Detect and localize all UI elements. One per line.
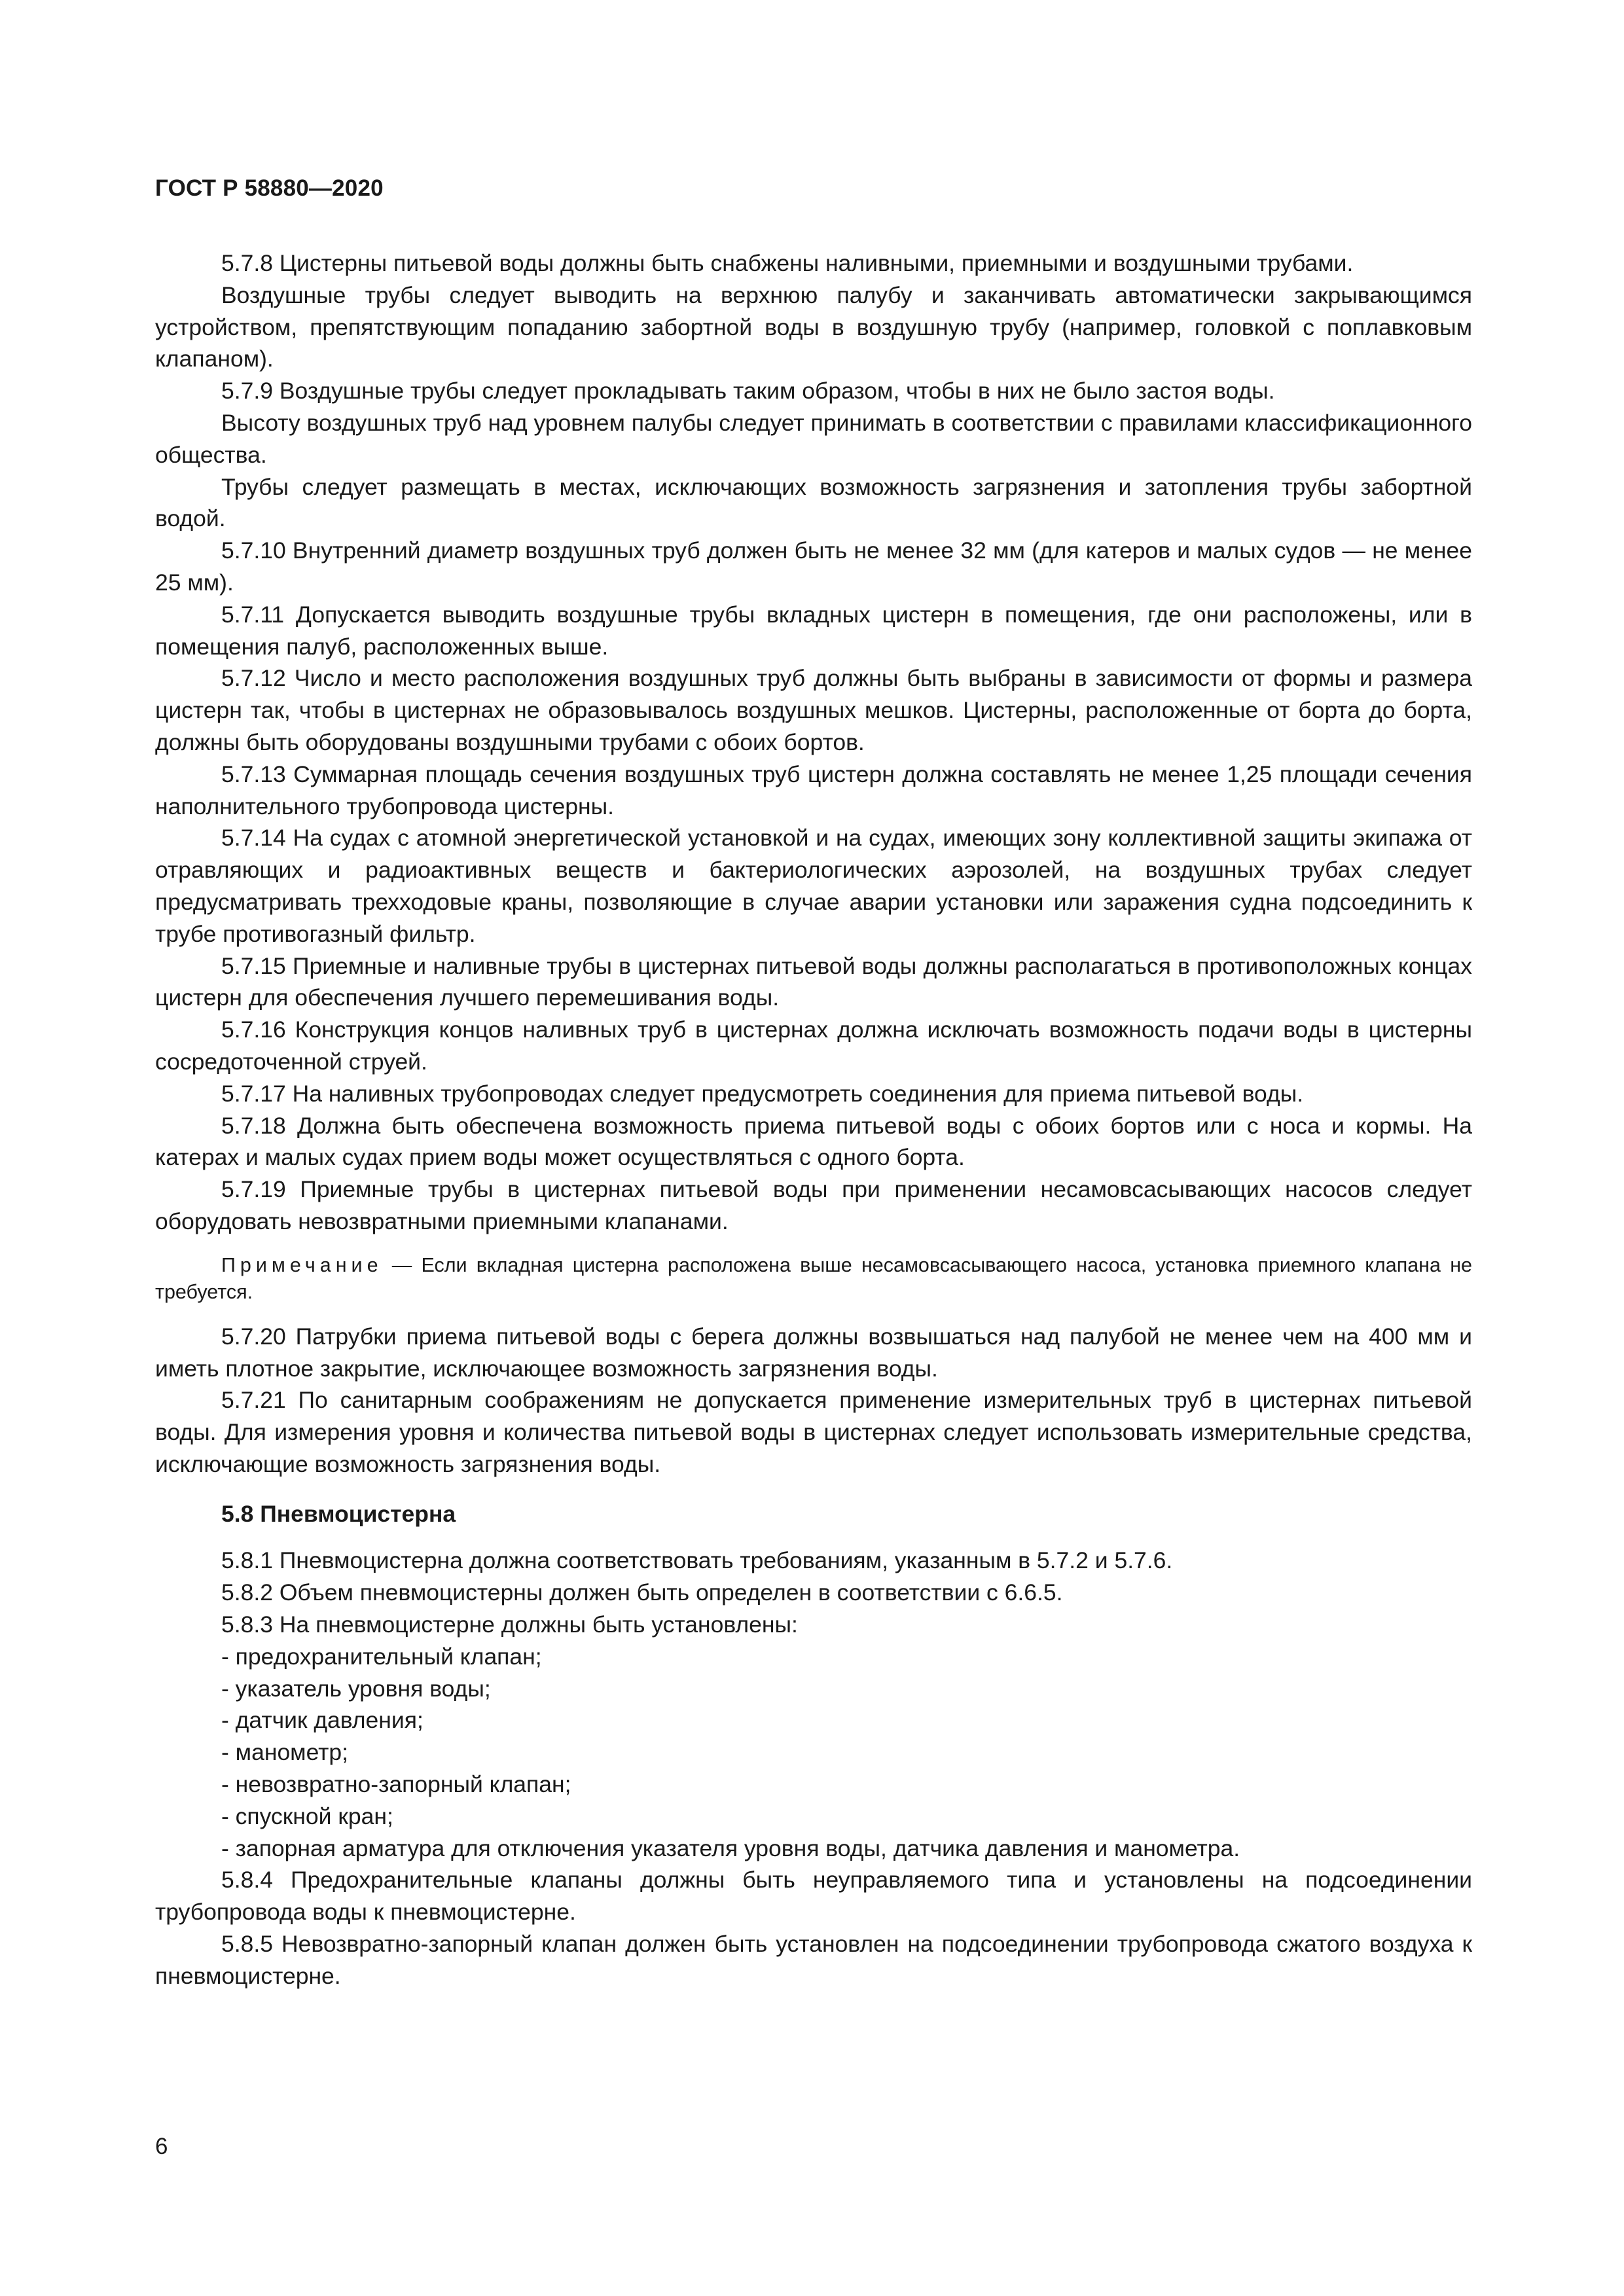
paragraph: 5.7.18 Должна быть обеспечена возможность приема питьевой воды с обоих бортов или с носа и кормы. На катерах и малых судах прием воды может осуществляться с одного борта. — [155, 1112, 1472, 1171]
paragraph: 5.7.21 По санитарным соображениям не допускается применение измерительных труб в цистернах питьевой воды. Для измерения уровня и количества питьевой воды в цистернах следует использовать измерительные средства, исключающие возможность загрязнения воды. — [155, 1387, 1472, 1477]
list-item: - запорная арматура для отключения указателя уровня воды, датчика давления и манометра. — [221, 1835, 1240, 1861]
note — [155, 1252, 1472, 1306]
document-body — [155, 247, 1472, 1992]
document-code: ГОСТ Р 58880—2020 — [155, 175, 384, 201]
note-text: — Если вкладная цистерна расположена выше несамовсасывающего насоса, установка приемного клапана не требуется. — [155, 1253, 1472, 1303]
page-number: 6 — [155, 2134, 168, 2159]
section-heading: 5.8 Пневмоцистерна — [221, 1500, 456, 1527]
paragraph: 5.7.12 Число и место расположения воздушных труб должны быть выбраны в зависимости от формы и размера цистерн так, чтобы в цистернах не образовывалось воздушных мешков. Цистерны, расположенные от борта до борта, должны быть оборудованы воздушными трубами с обоих бортов. — [155, 665, 1472, 755]
paragraph: 5.8.2 Объем пневмоцистерны должен быть определен в соответствии с 6.6.5. — [221, 1579, 1063, 1606]
paragraph: 5.8.1 Пневмоцистерна должна соответствовать требованиям, указанным в 5.7.2 и 5.7.6. — [221, 1547, 1173, 1574]
paragraph: 5.7.19 Приемные трубы в цистернах питьевой воды при применении несамовсасывающих насосов следует оборудовать невозвратными приемными клапанами. — [155, 1176, 1472, 1234]
note-label: Примечание — [221, 1253, 383, 1276]
paragraph: Воздушные трубы следует выводить на верхнюю палубу и заканчивать автоматически закрывающимся устройством, препятствующим попаданию забортной воды в воздушную трубу (например, головкой с поплавковым клапаном). — [155, 281, 1472, 372]
list-item: - невозвратно-запорный клапан; — [221, 1771, 571, 1798]
paragraph: 5.7.10 Внутренний диаметр воздушных труб должен быть не менее 32 мм (для катеров и малых судов — не менее 25 мм). — [155, 537, 1472, 596]
paragraph: 5.7.16 Конструкция концов наливных труб в цистернах должна исключать возможность подачи воды в цистерны сосредоточенной струей. — [155, 1016, 1472, 1075]
list-item: - манометр; — [221, 1739, 349, 1766]
paragraph: 5.8.4 Предохранительные клапаны должны быть неуправляемого типа и установлены на подсоединении трубопровода воды к пневмоцистерне. — [155, 1867, 1472, 1926]
paragraph: 5.8.3 На пневмоцистерне должны быть установлены: — [221, 1611, 798, 1638]
paragraph: 5.7.9 Воздушные трубы следует прокладывать таким образом, чтобы в них не было застоя воды. — [221, 378, 1275, 404]
paragraph: 5.7.11 Допускается выводить воздушные трубы вкладных цистерн в помещения, где они расположены, или в помещения палуб, расположенных выше. — [155, 601, 1472, 660]
list-item: - спускной кран; — [221, 1803, 393, 1829]
paragraph: 5.7.20 Патрубки приема питьевой воды с берега должны возвышаться над палубой не менее чем на 400 мм и иметь плотное закрытие, исключающее возможность загрязнения воды. — [155, 1323, 1472, 1382]
paragraph: 5.7.8 Цистерны питьевой воды должны быть снабжены наливными, приемными и воздушными трубами. — [221, 250, 1354, 276]
paragraph: 5.7.14 На судах с атомной энергетической установкой и на судах, имеющих зону коллективной защиты экипажа от отравляющих и радиоактивных веществ и бактериологических аэрозолей, на воздушных трубах следует предусматривать трехходовые краны, позволяющие в случае аварии установки или заражения судна подсоединить к трубе противогазный фильтр. — [155, 825, 1472, 947]
list-item: - датчик давления; — [221, 1707, 424, 1734]
list-item: - предохранительный клапан; — [221, 1643, 542, 1670]
paragraph: 5.8.5 Невозвратно-запорный клапан должен быть установлен на подсоединении трубопровода сжатого воздуха к пневмоцистерне. — [155, 1931, 1472, 1989]
paragraph: Высоту воздушных труб над уровнем палубы следует принимать в соответствии с правилами классификационного общества. — [155, 409, 1472, 468]
paragraph: Трубы следует размещать в местах, исключающих возможность загрязнения и затопления трубы забортной водой. — [155, 473, 1472, 532]
paragraph: 5.7.15 Приемные и наливные трубы в цистернах питьевой воды должны располагаться в противоположных концах цистерн для обеспечения лучшего перемешивания воды. — [155, 952, 1472, 1011]
paragraph: 5.7.13 Суммарная площадь сечения воздушных труб цистерн должна составлять не менее 1,25 площади сечения наполнительного трубопровода цистерны. — [155, 761, 1472, 819]
list-item: - указатель уровня воды; — [221, 1675, 491, 1702]
paragraph: 5.7.17 На наливных трубопроводах следует предусмотреть соединения для приема питьевой воды. — [221, 1080, 1304, 1107]
